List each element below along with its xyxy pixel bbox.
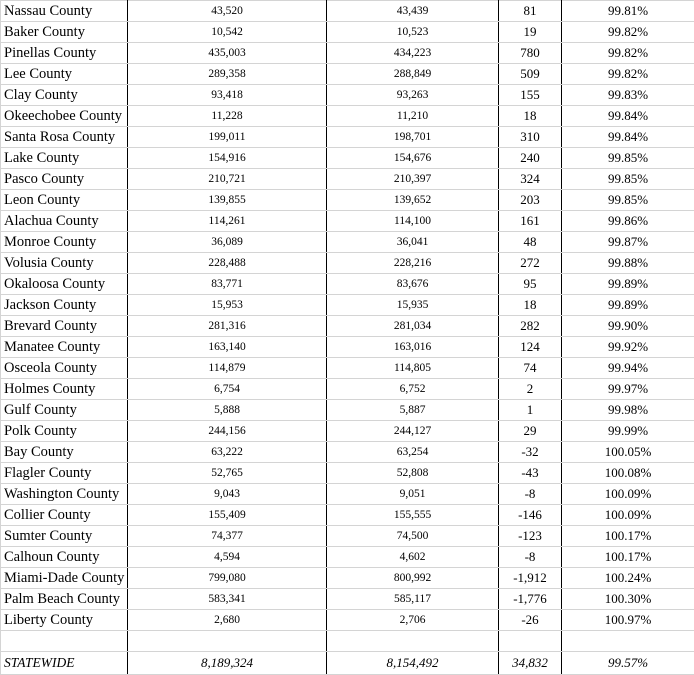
difference-cell[interactable]: 310 (499, 127, 562, 148)
difference-cell[interactable]: -146 (499, 505, 562, 526)
percent-cell[interactable]: 100.17% (562, 526, 694, 547)
value-1-cell[interactable]: 74,377 (128, 526, 327, 547)
table-body (1, 1, 694, 631)
difference-cell[interactable]: 29 (499, 421, 562, 442)
percent-cell[interactable]: 99.82% (562, 43, 694, 64)
value-1-cell[interactable]: 2,680 (128, 610, 327, 631)
table-row (1, 337, 694, 358)
table-row (1, 106, 694, 127)
value-2-cell[interactable]: 36,041 (327, 232, 499, 253)
value-1-cell[interactable]: 11,228 (128, 106, 327, 127)
difference-cell[interactable]: -32 (499, 442, 562, 463)
percent-cell[interactable]: 100.24% (562, 568, 694, 589)
difference-cell[interactable]: 74 (499, 358, 562, 379)
table-row (1, 169, 694, 190)
percent-cell[interactable]: 99.84% (562, 106, 694, 127)
table-row (1, 295, 694, 316)
value-1-cell[interactable]: 281,316 (128, 316, 327, 337)
county-name-cell[interactable]: Okeechobee County (1, 106, 128, 127)
table-row (1, 568, 694, 589)
percent-cell[interactable]: 99.89% (562, 295, 694, 316)
difference-cell[interactable]: -1,912 (499, 568, 562, 589)
percent-cell[interactable]: 99.88% (562, 253, 694, 274)
county-name-cell[interactable]: Brevard County (1, 316, 128, 337)
table-row (1, 463, 694, 484)
value-1-cell[interactable]: 6,754 (128, 379, 327, 400)
value-1-cell[interactable]: 289,358 (128, 64, 327, 85)
value-2-cell[interactable]: 9,051 (327, 484, 499, 505)
value-1-cell[interactable]: 154,916 (128, 148, 327, 169)
table-row (1, 148, 694, 169)
table-row (1, 547, 694, 568)
total-difference-cell[interactable]: 34,832 (499, 652, 562, 675)
percent-cell[interactable]: 100.05% (562, 442, 694, 463)
empty-cell[interactable] (562, 631, 694, 652)
value-1-cell[interactable]: 228,488 (128, 253, 327, 274)
value-1-cell[interactable]: 43,520 (128, 1, 327, 22)
percent-cell[interactable]: 99.99% (562, 421, 694, 442)
table-row (1, 1, 694, 22)
value-2-cell[interactable]: 114,100 (327, 211, 499, 232)
county-name-cell[interactable]: Baker County (1, 22, 128, 43)
value-2-cell[interactable]: 2,706 (327, 610, 499, 631)
county-name-cell[interactable]: Lee County (1, 64, 128, 85)
table-row (1, 22, 694, 43)
table-row (1, 442, 694, 463)
table-row (1, 64, 694, 85)
difference-cell[interactable]: 324 (499, 169, 562, 190)
county-name-cell[interactable]: Okaloosa County (1, 274, 128, 295)
table-row (1, 421, 694, 442)
county-name-cell[interactable]: Polk County (1, 421, 128, 442)
percent-cell[interactable]: 100.17% (562, 547, 694, 568)
percent-cell[interactable]: 100.09% (562, 505, 694, 526)
difference-cell[interactable]: 18 (499, 295, 562, 316)
difference-cell[interactable]: 2 (499, 379, 562, 400)
percent-cell[interactable]: 99.87% (562, 232, 694, 253)
difference-cell[interactable]: 81 (499, 1, 562, 22)
value-2-cell[interactable]: 139,652 (327, 190, 499, 211)
percent-cell[interactable]: 99.82% (562, 64, 694, 85)
difference-cell[interactable]: 509 (499, 64, 562, 85)
empty-cell[interactable] (499, 631, 562, 652)
county-name-cell[interactable]: Volusia County (1, 253, 128, 274)
county-name-cell[interactable]: Leon County (1, 190, 128, 211)
difference-cell[interactable]: 240 (499, 148, 562, 169)
county-name-cell[interactable]: Nassau County (1, 1, 128, 22)
value-2-cell[interactable]: 163,016 (327, 337, 499, 358)
percent-cell[interactable]: 99.85% (562, 190, 694, 211)
value-1-cell[interactable]: 15,953 (128, 295, 327, 316)
table-row (1, 274, 694, 295)
value-1-cell[interactable]: 244,156 (128, 421, 327, 442)
value-1-cell[interactable]: 435,003 (128, 43, 327, 64)
empty-cell[interactable] (327, 631, 499, 652)
percent-cell[interactable]: 100.08% (562, 463, 694, 484)
difference-cell[interactable]: 18 (499, 106, 562, 127)
percent-cell[interactable]: 99.84% (562, 127, 694, 148)
difference-cell[interactable]: 48 (499, 232, 562, 253)
county-name-cell[interactable]: Collier County (1, 505, 128, 526)
value-2-cell[interactable]: 154,676 (327, 148, 499, 169)
county-name-cell[interactable]: Jackson County (1, 295, 128, 316)
value-2-cell[interactable]: 288,849 (327, 64, 499, 85)
empty-cell[interactable] (1, 631, 128, 652)
difference-cell[interactable]: 780 (499, 43, 562, 64)
table-row (1, 43, 694, 64)
value-2-cell[interactable]: 800,992 (327, 568, 499, 589)
total-label-cell[interactable]: STATEWIDE (1, 652, 128, 675)
value-1-cell[interactable]: 199,011 (128, 127, 327, 148)
table-row (1, 379, 694, 400)
value-1-cell[interactable]: 4,594 (128, 547, 327, 568)
percent-cell[interactable]: 99.92% (562, 337, 694, 358)
difference-cell[interactable]: 19 (499, 22, 562, 43)
value-1-cell[interactable]: 139,855 (128, 190, 327, 211)
empty-cell[interactable] (128, 631, 327, 652)
table-row (1, 505, 694, 526)
county-name-cell[interactable]: Palm Beach County (1, 589, 128, 610)
county-name-cell[interactable]: Osceola County (1, 358, 128, 379)
county-name-cell[interactable]: Liberty County (1, 610, 128, 631)
county-name-cell[interactable]: Alachua County (1, 211, 128, 232)
difference-cell[interactable]: 1 (499, 400, 562, 421)
difference-cell[interactable]: 282 (499, 316, 562, 337)
value-2-cell[interactable]: 244,127 (327, 421, 499, 442)
difference-cell[interactable]: 203 (499, 190, 562, 211)
value-1-cell[interactable]: 163,140 (128, 337, 327, 358)
county-name-cell[interactable]: Pinellas County (1, 43, 128, 64)
total-value-1-cell[interactable]: 8,189,324 (128, 652, 327, 675)
value-2-cell[interactable]: 434,223 (327, 43, 499, 64)
value-1-cell[interactable]: 63,222 (128, 442, 327, 463)
statewide-total-row (1, 652, 694, 675)
table-row (1, 484, 694, 505)
county-name-cell[interactable]: Manatee County (1, 337, 128, 358)
value-1-cell[interactable]: 93,418 (128, 85, 327, 106)
value-2-cell[interactable]: 43,439 (327, 1, 499, 22)
table-row (1, 316, 694, 337)
difference-cell[interactable]: -123 (499, 526, 562, 547)
value-1-cell[interactable]: 155,409 (128, 505, 327, 526)
difference-cell[interactable]: 95 (499, 274, 562, 295)
difference-cell[interactable]: 124 (499, 337, 562, 358)
county-name-cell[interactable]: Lake County (1, 148, 128, 169)
value-1-cell[interactable]: 583,341 (128, 589, 327, 610)
table-row (1, 127, 694, 148)
county-name-cell[interactable]: Clay County (1, 85, 128, 106)
percent-cell[interactable]: 99.81% (562, 1, 694, 22)
value-2-cell[interactable]: 198,701 (327, 127, 499, 148)
difference-cell[interactable]: 272 (499, 253, 562, 274)
percent-cell[interactable]: 99.89% (562, 274, 694, 295)
percent-cell[interactable]: 99.85% (562, 169, 694, 190)
value-1-cell[interactable]: 10,542 (128, 22, 327, 43)
table-row (1, 253, 694, 274)
value-1-cell[interactable]: 5,888 (128, 400, 327, 421)
percent-cell[interactable]: 99.90% (562, 316, 694, 337)
difference-cell[interactable]: -43 (499, 463, 562, 484)
county-name-cell[interactable]: Monroe County (1, 232, 128, 253)
total-percent-cell[interactable]: 99.57% (562, 652, 694, 675)
value-2-cell[interactable]: 155,555 (327, 505, 499, 526)
percent-cell[interactable]: 99.94% (562, 358, 694, 379)
value-1-cell[interactable]: 114,879 (128, 358, 327, 379)
difference-cell[interactable]: -8 (499, 484, 562, 505)
difference-cell[interactable]: -8 (499, 547, 562, 568)
difference-cell[interactable]: -1,776 (499, 589, 562, 610)
value-2-cell[interactable]: 15,935 (327, 295, 499, 316)
value-2-cell[interactable]: 210,397 (327, 169, 499, 190)
spacer-row (1, 631, 694, 652)
table-row (1, 190, 694, 211)
value-2-cell[interactable]: 74,500 (327, 526, 499, 547)
county-name-cell[interactable]: Holmes County (1, 379, 128, 400)
county-name-cell[interactable]: Pasco County (1, 169, 128, 190)
value-1-cell[interactable]: 36,089 (128, 232, 327, 253)
value-1-cell[interactable]: 52,765 (128, 463, 327, 484)
value-2-cell[interactable]: 52,808 (327, 463, 499, 484)
percent-cell[interactable]: 99.85% (562, 148, 694, 169)
table-row (1, 526, 694, 547)
table-row (1, 211, 694, 232)
county-name-cell[interactable]: Calhoun County (1, 547, 128, 568)
percent-cell[interactable]: 100.30% (562, 589, 694, 610)
value-2-cell[interactable]: 5,887 (327, 400, 499, 421)
value-1-cell[interactable]: 799,080 (128, 568, 327, 589)
value-2-cell[interactable]: 93,263 (327, 85, 499, 106)
table-row (1, 358, 694, 379)
county-name-cell[interactable]: Sumter County (1, 526, 128, 547)
table-row (1, 400, 694, 421)
county-name-cell[interactable]: Miami-Dade County (1, 568, 128, 589)
value-1-cell[interactable]: 114,261 (128, 211, 327, 232)
percent-cell[interactable]: 99.82% (562, 22, 694, 43)
value-2-cell[interactable]: 585,117 (327, 589, 499, 610)
table-row (1, 610, 694, 631)
table-row (1, 589, 694, 610)
value-1-cell[interactable]: 83,771 (128, 274, 327, 295)
difference-cell[interactable]: 155 (499, 85, 562, 106)
value-2-cell[interactable]: 63,254 (327, 442, 499, 463)
percent-cell[interactable]: 99.97% (562, 379, 694, 400)
value-1-cell[interactable]: 9,043 (128, 484, 327, 505)
county-name-cell[interactable]: Gulf County (1, 400, 128, 421)
table-footer (1, 631, 694, 675)
value-2-cell[interactable]: 11,210 (327, 106, 499, 127)
value-2-cell[interactable]: 114,805 (327, 358, 499, 379)
value-2-cell[interactable]: 83,676 (327, 274, 499, 295)
value-2-cell[interactable]: 6,752 (327, 379, 499, 400)
value-2-cell[interactable]: 10,523 (327, 22, 499, 43)
value-2-cell[interactable]: 281,034 (327, 316, 499, 337)
county-name-cell[interactable]: Washington County (1, 484, 128, 505)
percent-cell[interactable]: 99.86% (562, 211, 694, 232)
value-1-cell[interactable]: 210,721 (128, 169, 327, 190)
table-row (1, 85, 694, 106)
percent-cell[interactable]: 100.97% (562, 610, 694, 631)
county-name-cell[interactable]: Flagler County (1, 463, 128, 484)
percent-cell[interactable]: 99.98% (562, 400, 694, 421)
county-name-cell[interactable]: Bay County (1, 442, 128, 463)
percent-cell[interactable]: 99.83% (562, 85, 694, 106)
table-row (1, 232, 694, 253)
difference-cell[interactable]: 161 (499, 211, 562, 232)
value-2-cell[interactable]: 4,602 (327, 547, 499, 568)
county-name-cell[interactable]: Santa Rosa County (1, 127, 128, 148)
total-value-2-cell[interactable]: 8,154,492 (327, 652, 499, 675)
difference-cell[interactable]: -26 (499, 610, 562, 631)
percent-cell[interactable]: 100.09% (562, 484, 694, 505)
value-2-cell[interactable]: 228,216 (327, 253, 499, 274)
